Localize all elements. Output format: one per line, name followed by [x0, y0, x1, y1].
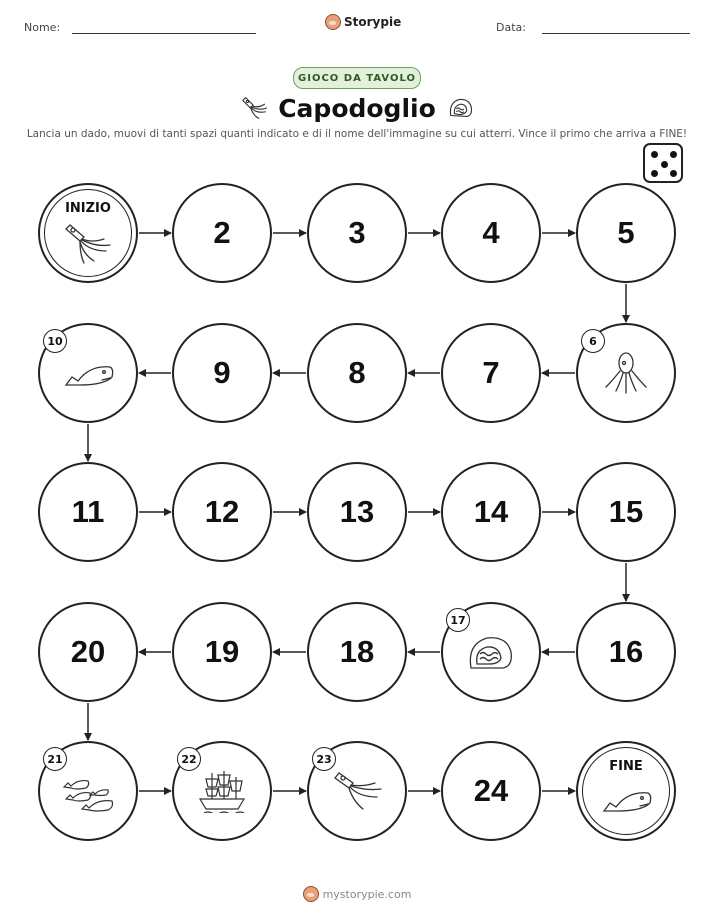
space-number: 3 [348, 215, 366, 250]
board-space-8 [307, 323, 407, 423]
board-space-16 [576, 602, 676, 702]
space-badge: 6 [581, 329, 605, 353]
board-space-6 [576, 323, 676, 423]
board-space-9 [172, 323, 272, 423]
whale-pod-icon [60, 769, 116, 813]
space-number: 12 [204, 494, 240, 529]
board-space-4 [441, 183, 541, 283]
squid-icon [598, 351, 654, 395]
finish-label: FINE [609, 759, 643, 774]
board-space-3 [307, 183, 407, 283]
board-space-15 [576, 462, 676, 562]
board-space-20 [38, 602, 138, 702]
footer-url[interactable]: mystorypie.com [322, 887, 412, 901]
date-label: Data: [496, 21, 526, 34]
space-number: 2 [213, 215, 231, 250]
start-label: INIZIO [65, 201, 111, 216]
space-number: 24 [473, 773, 509, 808]
space-number: 11 [71, 494, 105, 529]
board-space-12 [172, 462, 272, 562]
space-badge: 10 [43, 329, 67, 353]
space-number: 4 [482, 215, 500, 250]
space-number: 9 [213, 355, 231, 390]
board-space-7 [441, 323, 541, 423]
footer [0, 886, 714, 902]
squid-icon [60, 221, 116, 265]
board-space-21 [38, 741, 138, 841]
board-space-23 [307, 741, 407, 841]
space-number: 8 [348, 355, 366, 390]
space-number: 5 [617, 215, 635, 250]
category-tag: GIOCO DA TAVOLO [293, 67, 421, 89]
space-number: 19 [204, 634, 240, 669]
board-space-18 [307, 602, 407, 702]
space-badge: 23 [312, 747, 336, 771]
space-badge: 17 [446, 608, 470, 632]
board-space-10 [38, 323, 138, 423]
space-number: 16 [608, 634, 644, 669]
board-space-24 [441, 741, 541, 841]
page-title: Capodoglio [278, 93, 436, 123]
board-space-2 [172, 183, 272, 283]
board-space-14 [441, 462, 541, 562]
space-badge: 21 [43, 747, 67, 771]
squid-icon [329, 769, 385, 813]
board-space-22 [172, 741, 272, 841]
name-label: Nome: [24, 21, 61, 34]
whale-icon [598, 779, 654, 823]
ambergris-icon [463, 630, 519, 674]
space-number: 13 [339, 494, 375, 529]
ship-icon [194, 769, 250, 813]
board-space-19 [172, 602, 272, 702]
board-space-11 [38, 462, 138, 562]
space-badge: 22 [177, 747, 201, 771]
space-number: 20 [70, 634, 106, 669]
space-number: 15 [608, 494, 644, 529]
board-space-17 [441, 602, 541, 702]
space-number: 7 [482, 355, 500, 390]
board-space-5 [576, 183, 676, 283]
space-number: 18 [339, 634, 375, 669]
start-space [38, 183, 138, 283]
bear-icon [303, 886, 319, 902]
finish-space [576, 741, 676, 841]
instructions: Lancia un dado, muovi di tanti spazi quanti indicato e di il nome dell'immagine su cui atterri. Vince il primo che arriva a FINE! [26, 128, 688, 140]
whale-icon [60, 351, 116, 395]
brand-name: Storypie [344, 15, 402, 29]
space-number: 14 [473, 494, 509, 529]
board-space-13 [307, 462, 407, 562]
